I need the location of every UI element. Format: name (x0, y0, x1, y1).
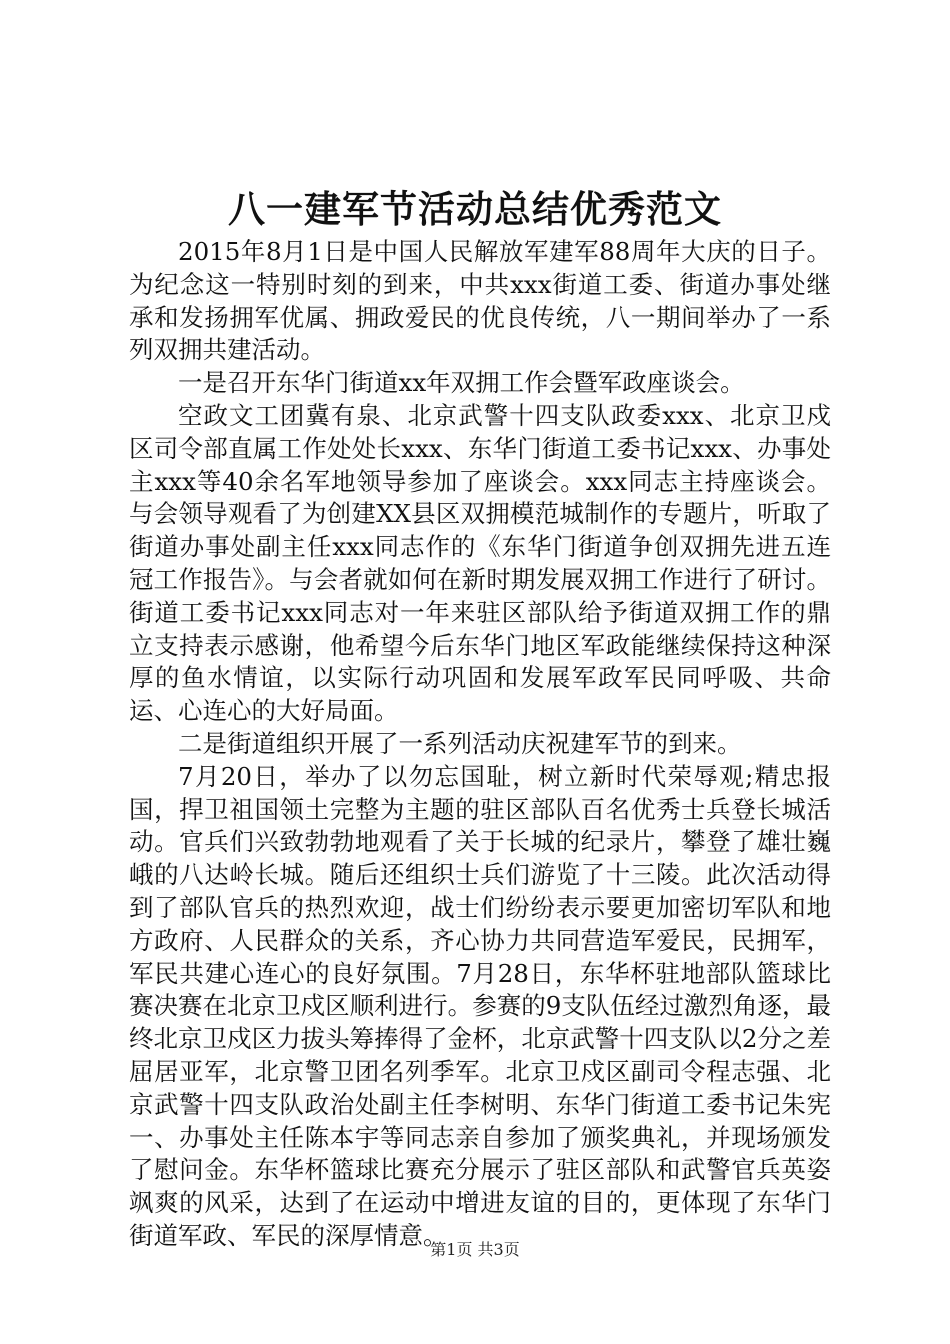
document-title: 八一建军节活动总结优秀范文 (228, 187, 722, 231)
paragraph-symposium: 空政文工团冀有泉、北京武警十四支队政委xxx、北京卫戍区司令部直属工作处处长xxx、东华门街道工委书记xxx、办事处主xxx等40余名军地领导参加了座谈会。xxx同志主持座谈会。与会领导观看了为创建XX县区双拥模范城制作的专题片，听取了街道办事处副主任xxx同志作的《东华门街道争创双拥先进五连冠工作报告》。与会者就如何在新时期发展双拥工作进行了研讨。街道工委书记xxx同志对一年来驻区部队给予街道双拥工作的鼎立支持表示感谢，他希望今后东华门地区军政能继续保持这种深厚的鱼水情谊，以实际行动巩固和发展军政军民同呼吸、共命运、心连心的大好局面。 (129, 400, 831, 726)
paragraph-intro: 2015年8月1日是中国人民解放军建军88周年大庆的日子。为纪念这一特别时刻的到来，中共xxx街道工委、街道办事处继承和发扬拥军优属、拥政爱民的优良传统，八一期间举办了一系列双拥共建活动。 (129, 237, 831, 365)
document-body (129, 236, 831, 1253)
paragraph-section-one-heading: 一是召开东华门街道xx年双拥工作会暨军政座谈会。 (178, 368, 745, 398)
paragraph-activities: 7月20日，举办了以勿忘国耻，树立新时代荣辱观;精忠报国，捍卫祖国领土完整为主题的驻区部队百名优秀士兵登长城活动。官兵们兴致勃勃地观看了关于长城的纪录片，攀登了雄壮巍峨的八达岭长城。随后还组织士兵们游览了十三陵。此次活动得到了部队官兵的热烈欢迎，战士们纷纷表示要更加密切军队和地方政府、人民群众的关系，齐心协力共同营造军爱民，民拥军，军民共建心连心的良好氛围。7月28日，东华杯驻地部队篮球比赛决赛在北京卫戍区顺利进行。参赛的9支队伍经过激烈角逐，最终北京卫戍区力拔头筹捧得了金杯，北京武警十四支队以2分之差屈居亚军，北京警卫团名列季军。北京卫戍区副司令程志强、北京武警十四支队政治处副主任李树明、东华门街道工委书记朱宪一、办事处主任陈本宇等同志亲自参加了颁奖典礼，并现场颁发了慰问金。东华杯篮球比赛充分展示了驻区部队和武警官兵英姿飒爽的风采，达到了在运动中增进友谊的目的，更体现了东华门街道军政、军民的深厚情意。 (129, 761, 831, 1250)
paragraph-section-two-heading: 二是街道组织开展了一系列活动庆祝建军节的到来。 (178, 728, 742, 758)
page-number-footer: 第1页 共3页 (430, 1240, 520, 1259)
